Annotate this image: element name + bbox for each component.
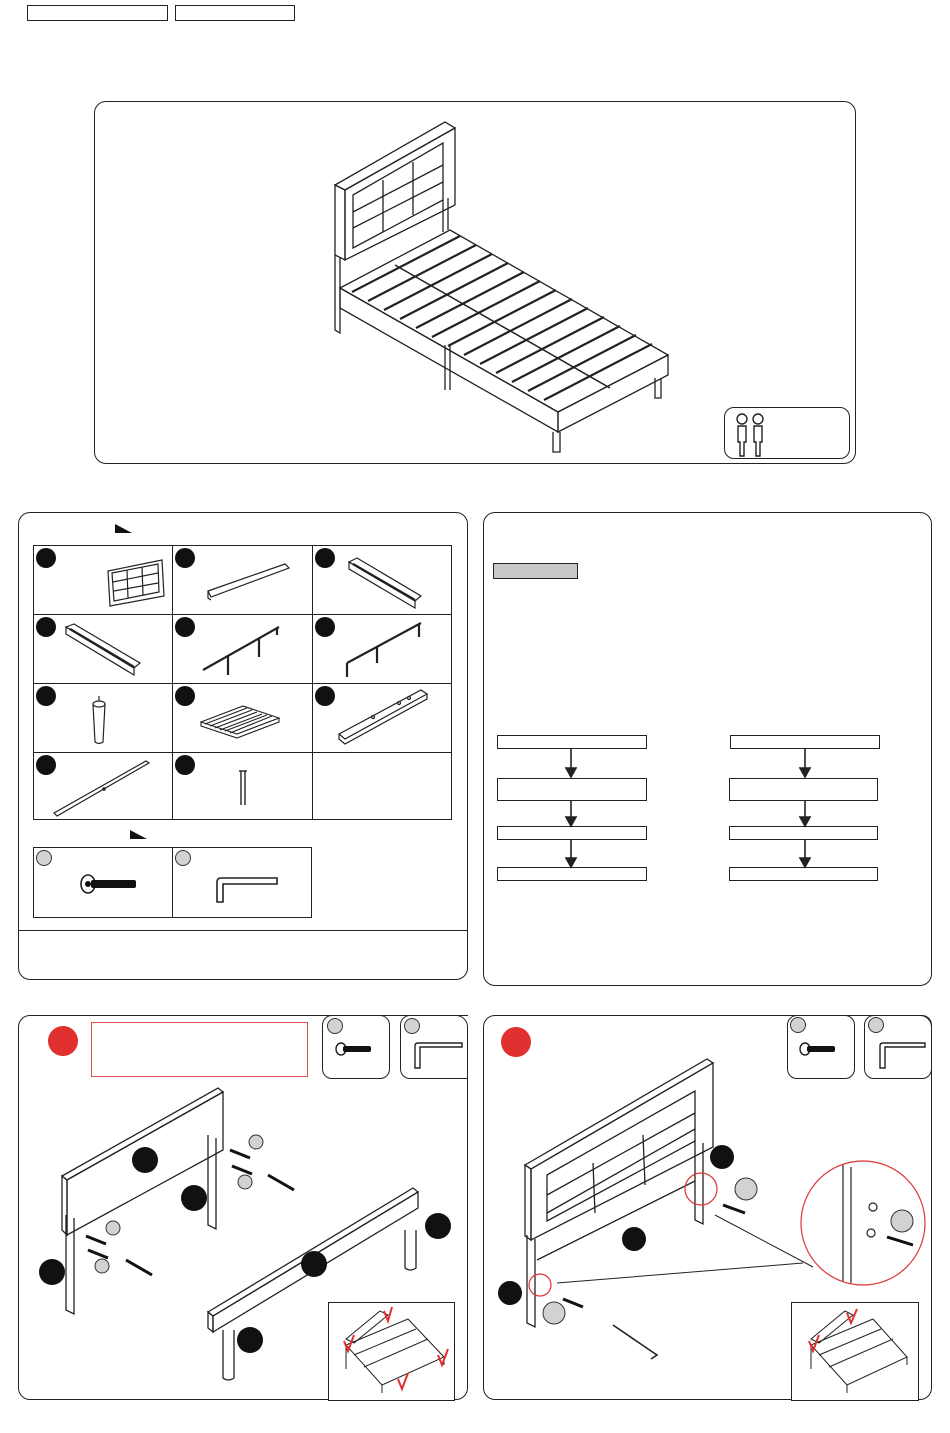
allen-key-icon: [412, 1040, 464, 1070]
hardware-letter-badge: [404, 1018, 420, 1034]
hardware-letter-badge: [327, 1018, 343, 1034]
hardware-letter-badge: [790, 1017, 806, 1033]
step2-number-badge: [501, 1027, 531, 1057]
hardware-letter-badge: [868, 1017, 884, 1033]
bolt-icon: [335, 1040, 375, 1060]
step1-number-badge: [48, 1026, 78, 1056]
parts-divider: [18, 930, 468, 931]
step1-note-box: [91, 1022, 308, 1077]
bed-inset-icon: [795, 1305, 915, 1397]
bed-inset-icon: [332, 1305, 452, 1397]
